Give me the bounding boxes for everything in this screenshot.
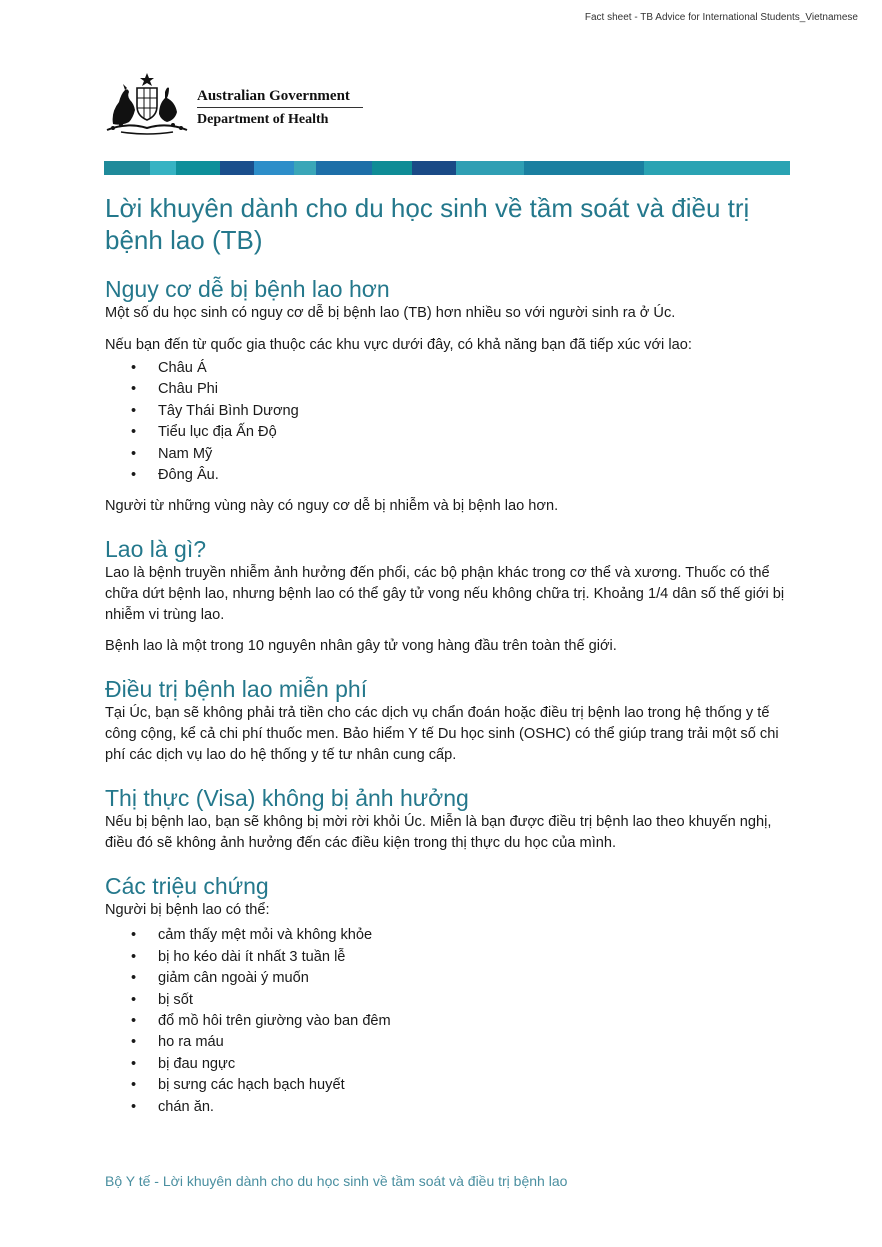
coat-of-arms-icon — [103, 72, 191, 136]
list-item: • Châu Phi — [105, 379, 795, 400]
stripe-segment — [254, 161, 294, 175]
list-item: • chán ăn. — [105, 1097, 795, 1118]
regions-list — [105, 358, 795, 486]
stripe-segment — [412, 161, 456, 175]
stripe-segment — [524, 161, 644, 175]
stripe-segment — [104, 161, 150, 175]
list-item: • Nam Mỹ — [105, 444, 795, 465]
heading-free-treatment: Điều trị bệnh lao miễn phí — [105, 676, 368, 703]
page-footer: Bộ Y tế - Lời khuyên dành cho du học sinh về tầm soát và điều trị bệnh lao — [105, 1173, 568, 1189]
visa-paragraph-1: Nếu bị bệnh lao, bạn sẽ không bị mời rời khỏi Úc. Miễn là bạn được điều trị bệnh lao theo khuyến nghị, điều đó sẽ không ảnh hưởng đến các điều kiện trong thị thực du học của mình. — [105, 814, 772, 852]
document-header-label: Fact sheet - TB Advice for International Students_Vietnamese — [584, 12, 858, 23]
list-item: • giảm cân ngoài ý muốn — [105, 968, 795, 989]
list-item: • ho ra máu — [105, 1032, 795, 1053]
risk-paragraph-2: Nếu bạn đến từ quốc gia thuộc các khu vực dưới đây, có khả năng bạn đã tiếp xúc với lao: — [105, 337, 692, 353]
list-item: • bị đau ngực — [105, 1054, 795, 1075]
list-item: • Tiểu lục địa Ấn Độ — [105, 422, 795, 443]
stripe-segment — [220, 161, 254, 175]
heading-symptoms: Các triệu chứng — [105, 873, 269, 900]
heading-risk: Nguy cơ dễ bị bệnh lao hơn — [105, 276, 390, 302]
government-logo — [103, 72, 373, 138]
what-paragraph-1: Lao là bệnh truyền nhiễm ảnh hưởng đến phổi, các bộ phận khác trong cơ thể và xương. Thuốc có thể chữa dứt bệnh lao, nhưng bệnh lao có thể gây tử vong nếu không chữa trị. Khoảng 1/4 dân số thế giới bị nhiễm vi trùng lao. — [105, 565, 785, 624]
heading-visa: Thị thực (Visa) không bị ảnh hưởng — [105, 785, 469, 812]
logo-line-australian-government: Australian Government — [197, 88, 350, 104]
main-content — [105, 192, 795, 1118]
symptoms-list — [105, 925, 795, 1118]
list-item: • bị sưng các hạch bạch huyết — [105, 1075, 795, 1096]
risk-paragraph-1: Một số du học sinh có nguy cơ dễ bị bệnh lao (TB) hơn nhiều so với người sinh ra ở Úc. — [105, 305, 676, 321]
what-paragraph-2: Bệnh lao là một trong 10 nguyên nhân gây tử vong hàng đầu trên toàn thế giới. — [105, 638, 617, 655]
stripe-segment — [176, 161, 220, 175]
stripe-segment — [372, 161, 412, 175]
symptoms-intro: Người bị bệnh lao có thể: — [105, 902, 270, 919]
stripe-segment — [316, 161, 372, 175]
page-title: Lời khuyên dành cho du học sinh về tầm soát và điều trị bệnh lao (TB) — [105, 193, 750, 255]
list-item: • Tây Thái Bình Dương — [105, 401, 795, 422]
logo-line-department: Department of Health — [197, 112, 329, 127]
list-item: • bị sốt — [105, 990, 795, 1011]
stripe-segment — [294, 161, 316, 175]
heading-what-is-tb: Lao là gì? — [105, 536, 207, 563]
decorative-color-stripe — [104, 161, 790, 175]
list-item: • Đông Âu. — [105, 465, 795, 486]
stripe-segment — [150, 161, 176, 175]
stripe-segment — [456, 161, 524, 175]
logo-divider — [197, 107, 363, 108]
list-item: • Châu Á — [105, 358, 795, 379]
risk-paragraph-3: Người từ những vùng này có nguy cơ dễ bị nhiễm và bị bệnh lao hơn. — [105, 498, 559, 515]
list-item: • đổ mồ hôi trên giường vào ban đêm — [105, 1011, 795, 1032]
list-item: • bị ho kéo dài ít nhất 3 tuần lễ — [105, 947, 795, 968]
stripe-segment — [644, 161, 790, 175]
list-item: • cảm thấy mệt mỏi và không khỏe — [105, 925, 795, 946]
free-paragraph-1: Tại Úc, bạn sẽ không phải trả tiền cho các dịch vụ chẩn đoán hoặc điều trị bệnh lao trong hệ thống y tế công cộng, kể cả chi phí thuốc men. Bảo hiểm Y tế Du học sinh (OSHC) có thể giúp trang trải một số chi phí các dịch vụ lao do hệ thống y tế tư nhân cung cấp. — [105, 705, 779, 764]
